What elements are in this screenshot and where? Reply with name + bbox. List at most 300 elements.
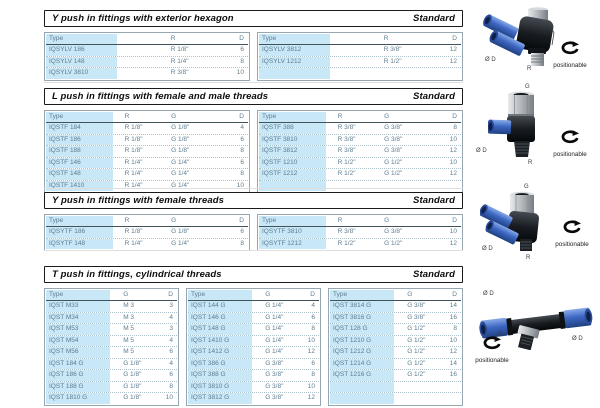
thread-label: G [497,332,502,338]
table-row [330,335,461,347]
table-cell: IQST 128 G [330,324,394,335]
table-cell: G 3/8" [407,313,426,321]
column-header: D [452,217,457,224]
table-cell: R 1/2" [337,239,356,247]
table-cell: IQSYTF 186 [46,227,113,238]
table-cell: IQSYLV 148 [46,57,117,68]
table-row [330,323,461,335]
table-header-row [46,216,248,227]
column-header: G [265,291,271,298]
table-row [330,358,461,370]
table-header-row [259,216,461,227]
product-photo-y-female-threads [470,184,598,264]
table-cell: G 1/4" [265,336,284,344]
table-cell: IQST 388 G [188,370,252,381]
section-title: Y push in fittings with exterior hexagon [52,13,234,24]
table-cell: 8 [169,382,173,390]
column-header: R [124,113,130,120]
table-cell [330,382,394,393]
table-cell: IQST 1412 G [188,347,252,358]
table-cell [330,393,394,404]
table-row [330,392,461,404]
table-cell: R 1/4" [124,158,143,166]
table-cell [437,393,461,404]
table-cell: 14 [449,359,457,367]
section-divider [44,188,463,189]
section-header-bar [44,266,463,283]
table-cell: G 1/4" [171,239,190,247]
table-cell: 12 [449,170,457,177]
table-cell: 10 [307,336,315,344]
table-cell: IQSTF 1212 [259,169,326,180]
table-cell: G 1/8" [171,228,190,235]
table-cell [394,393,437,404]
diameter-label: Ø D [482,246,493,252]
table-cell: 6 [169,371,173,378]
table-cell: IQSYLV 3812 [259,45,330,56]
table-cell [394,382,437,393]
table-cell: G 1/2" [407,325,426,332]
table-row [46,157,248,169]
table-cell: 12 [449,348,457,355]
table-row [259,134,461,146]
table-cell: M 3 [123,313,135,321]
table-row [188,392,319,404]
table-cell: 6 [240,228,244,235]
table-cell: R 1/8" [124,135,143,143]
table-cell: 14 [449,302,457,309]
table-cell: G 3/8" [265,382,284,390]
table-cell: IQST 1214 G [330,359,394,370]
fittings-table [186,288,321,406]
table-cell: IQST 1210 G [330,336,394,347]
column-header: R [337,113,343,120]
table-row [188,323,319,335]
table-cell: 8 [240,239,244,247]
column-header: R [124,217,130,224]
section-title: L push in fittings with female and male threads [52,91,269,102]
column-header: Type [188,290,252,300]
fittings-table [44,214,250,251]
table-cell: G 3/8" [265,371,284,378]
table-cell: G 3/8" [384,135,403,143]
table-row [259,67,461,79]
table-cell: 10 [165,394,173,401]
positionable-label: positionable [553,151,587,158]
table-row [259,180,461,192]
column-header: D [239,35,244,42]
table-cell: G 1/4" [171,181,190,189]
fittings-table [257,110,463,193]
table-row [46,134,248,146]
table-cell: G 1/2" [407,371,426,378]
table-row [188,369,319,381]
section-t-cylindrical-threads [44,266,463,406]
standard-badge: Standard [413,269,455,280]
column-header: D [239,217,244,224]
table-cell: R 1/2" [383,57,402,65]
section-divider [44,82,463,83]
table-cell: G 1/8" [123,371,142,378]
table-row [46,301,177,312]
table-header-row [46,34,248,45]
table-row [188,358,319,370]
table-cell: R 3/8" [337,135,356,143]
table-row [46,358,177,370]
table-cell: 10 [449,135,457,143]
table-cell: 8 [311,371,315,378]
column-header: G [384,113,390,120]
column-header: Type [46,216,113,226]
table-cell: R 3/8" [383,46,402,53]
table-cell: IQSTF 186 [46,135,113,146]
column-header: R [383,35,389,42]
column-header: Type [259,112,326,122]
positionable-label: positionable [475,357,509,364]
table-cell: G 1/8" [171,124,190,131]
table-cell: IQSTF 1210 [259,158,326,169]
section-title: Y push in fittings with female threads [52,195,225,206]
table-cell: 4 [169,359,173,367]
table-row [46,227,248,238]
table-cell [437,382,461,393]
table-cell: R 1/4" [124,170,143,177]
table-cell: 12 [449,46,457,53]
table-cell: G 1/2" [407,336,426,344]
section-title: T push in fittings, cylindrical threads [52,269,222,280]
table-row [46,45,248,56]
fittings-table [257,32,463,81]
table-cell: 4 [169,313,173,321]
table-cell: 4 [169,336,173,344]
table-cell: 4 [240,124,244,131]
table-cell: 12 [449,239,457,247]
table-header-row [259,112,461,123]
table-cell: IQST 1216 G [330,370,394,381]
rotation-arrow-icon [482,336,502,351]
table-cell: G 1/2" [384,239,403,247]
column-header: G [171,113,177,120]
standard-badge: Standard [413,13,455,24]
column-header: D [452,291,457,298]
positionable-label: positionable [553,62,587,69]
rotation-arrow-icon [562,220,582,235]
table-cell: M 5 [123,348,135,355]
table-cell: IQST 3816 G [330,313,394,324]
column-header: D [168,291,173,298]
table-row [46,180,248,192]
table-cell: IQST M56 [46,347,110,358]
diameter-label: Ø D [485,57,496,63]
table-row [46,369,177,381]
table-cell: 12 [307,394,315,401]
section-header-bar [44,10,463,27]
table-cell: 4 [311,302,315,309]
table-cell: R 3/8" [337,147,356,154]
table-cell: 10 [449,336,457,344]
l-fitting-image [488,91,554,161]
table-cell: IQSTF 148 [46,169,113,180]
table-cell: 8 [453,325,457,332]
table-row [46,56,248,68]
section-l-female-male-threads [44,88,463,193]
table-cell: G 1/4" [171,170,190,177]
table-cell: G 1/4" [265,302,284,309]
table-cell: R 1/4" [124,239,143,247]
table-cell: 10 [449,228,457,235]
table-cell: IQST M34 [46,313,110,324]
table-row [330,312,461,324]
rotation-arrow-icon [560,41,580,56]
table-cell: IQST M53 [46,324,110,335]
table-row [46,335,177,347]
table-cell: 3 [169,302,173,309]
table-header-row [188,290,319,301]
table-cell: G 1/4" [265,348,284,355]
table-cell: 8 [453,124,457,131]
column-header: R [337,217,343,224]
table-cell: 10 [307,382,315,390]
section-y-female-threads [44,192,463,251]
table-cell: R 1/8" [124,147,143,154]
table-cell: G 3/8" [407,302,426,309]
table-cell: R 1/8" [124,228,143,235]
table-row [330,369,461,381]
table-cell: R 3/8" [337,124,356,131]
table-cell: IQSTF 184 [46,123,113,134]
table-cell: IQSYTF 148 [46,239,113,250]
table-cell: G 1/2" [384,170,403,177]
column-header: D [239,113,244,120]
table-cell: 12 [449,57,457,65]
table-cell: IQSTF 3812 [259,146,326,157]
table-row [259,56,461,68]
table-cell: 16 [449,313,457,321]
table-cell: IQST 186 G [46,370,110,381]
table-cell: IQST 148 G [188,324,252,335]
table-cell: 10 [236,181,244,189]
column-header: Type [259,34,330,44]
positionable-note [546,41,594,69]
table-cell: G 3/8" [384,124,403,131]
fittings-table [328,288,463,406]
table-row [46,145,248,157]
product-photo-l-female-male [470,84,598,168]
table-cell: R 1/8" [124,124,143,131]
table-cell: G 1/8" [171,147,190,154]
table-header-row [46,112,248,123]
positionable-label: positionable [555,241,589,248]
table-row [259,45,461,56]
female-thread-label: G [524,184,529,190]
table-row [46,123,248,134]
table-header-row [330,290,461,301]
table-row [46,168,248,180]
section-y-exterior-hexagon [44,10,463,81]
table-cell: G 1/2" [384,158,403,166]
male-thread-label: R [528,160,533,166]
standard-badge: Standard [413,195,455,206]
section-header-bar [44,88,463,105]
column-header: G [123,291,129,298]
table-row [259,227,461,238]
table-row [46,67,248,79]
table-cell [425,181,461,192]
table-row [188,301,319,312]
table-cell: 10 [449,158,457,166]
table-cell: IQSTF 3810 [259,135,326,146]
table-cell: IQST 1410 G [188,336,252,347]
table-cell [259,68,330,79]
table-row [188,335,319,347]
fittings-table [44,110,250,193]
table-cell: R 3/8" [337,228,356,235]
table-header-row [259,34,461,45]
table-row [259,123,461,134]
table-row [188,381,319,393]
table-row [259,168,461,180]
section-header-bar [44,192,463,209]
table-cell: R 3/8" [170,69,189,76]
table-cell: IQST 184 G [46,359,110,370]
table-cell: 8 [240,57,244,65]
table-cell: IQST 386 G [188,359,252,370]
column-header: D [310,291,315,298]
column-header: Type [46,34,117,44]
product-photo-y-exterior-hexagon [470,4,598,82]
table-cell: 10 [236,69,244,76]
rotation-arrow-icon [560,130,580,145]
table-cell: M 5 [123,336,135,344]
table-row [46,323,177,335]
positionable-note [466,336,518,364]
table-cell: G 1/8" [123,359,142,367]
table-cell: M 5 [123,325,135,332]
table-cell: G 3/8" [384,147,403,154]
table-row [46,312,177,324]
diameter-label: Ø D [572,336,583,342]
table-cell: G 1/4" [265,325,284,332]
table-cell: G 1/8" [123,382,142,390]
section-divider [44,250,463,251]
table-row [330,381,461,393]
column-header: D [452,35,457,42]
table-cell: 6 [311,359,315,367]
table-cell: 3 [169,325,173,332]
table-cell: IQSYLV 1212 [259,57,330,68]
table-cell: 6 [240,46,244,53]
column-header: G [384,217,390,224]
table-cell: IQSYTF 3810 [259,227,326,238]
table-row [188,346,319,358]
column-header: Type [259,216,326,226]
table-cell: G 1/4" [265,313,284,321]
table-cell: IQSYLV 3810 [46,68,117,79]
table-cell: G 1/8" [171,135,190,143]
column-header: G [407,291,413,298]
table-row [330,346,461,358]
table-cell: G 1/2" [407,348,426,355]
section-tables [44,288,463,406]
table-cell: 8 [311,325,315,332]
table-cell: IQST 146 G [188,313,252,324]
table-row [46,381,177,393]
table-row [46,346,177,358]
table-row [330,301,461,312]
table-cell [330,68,425,79]
table-cell: R 1/8" [170,46,189,53]
male-thread-label: R [526,255,531,261]
table-cell: G 3/8" [384,228,403,235]
table-cell [326,181,372,192]
table-cell: R 1/2" [337,170,356,177]
table-cell: IQST 188 G [46,382,110,393]
fittings-table [44,32,250,81]
thread-label: R [527,66,532,72]
table-cell: R 1/4" [170,57,189,65]
column-header: Type [330,290,394,300]
table-cell: 6 [240,135,244,143]
table-cell: IQST 3812 G [188,393,252,404]
table-cell: IQST 3814 G [330,301,394,312]
table-cell: IQSTF 188 [46,146,113,157]
table-cell: R 1/4" [124,181,143,189]
section-tables [44,110,463,193]
table-row [259,157,461,169]
table-cell: G 3/8" [265,359,284,367]
table-cell: IQST 1212 G [330,347,394,358]
table-cell: IQST 3810 G [188,382,252,393]
table-cell: 6 [169,348,173,355]
table-cell: G 1/2" [407,359,426,367]
table-cell: M 3 [123,302,135,309]
table-cell: IQSTF 1410 [46,181,113,192]
table-cell: G 1/4" [171,158,190,166]
table-cell: IQSYLV 186 [46,45,117,56]
table-cell: IQSTF 146 [46,158,113,169]
table-cell: 16 [449,371,457,378]
product-photo-t-cylindrical [466,290,600,364]
table-cell: 6 [240,158,244,166]
table-cell: 12 [307,348,315,355]
column-header: Type [46,290,110,300]
table-cell: 6 [311,313,315,321]
table-cell: IQST 1810 G [46,393,110,404]
column-header: Type [46,112,113,122]
column-header: G [171,217,177,224]
diameter-label: Ø D [476,148,487,154]
table-cell [372,181,425,192]
column-header: D [452,113,457,120]
table-cell [425,68,461,79]
diameter-label: Ø D [483,291,494,297]
table-cell: IQST M33 [46,301,110,312]
table-row [188,312,319,324]
positionable-note [548,220,596,248]
table-cell: IQST M54 [46,336,110,347]
table-row [259,238,461,250]
positionable-note [546,130,594,158]
table-cell: 12 [449,147,457,154]
table-cell: IQSYTF 1212 [259,239,326,250]
standard-badge: Standard [413,91,455,102]
table-cell: 8 [240,147,244,154]
table-cell: IQST 144 G [188,301,252,312]
table-cell: 8 [240,170,244,177]
y-female-fitting-image [480,191,552,253]
table-cell: R 1/2" [337,158,356,166]
section-tables [44,214,463,251]
